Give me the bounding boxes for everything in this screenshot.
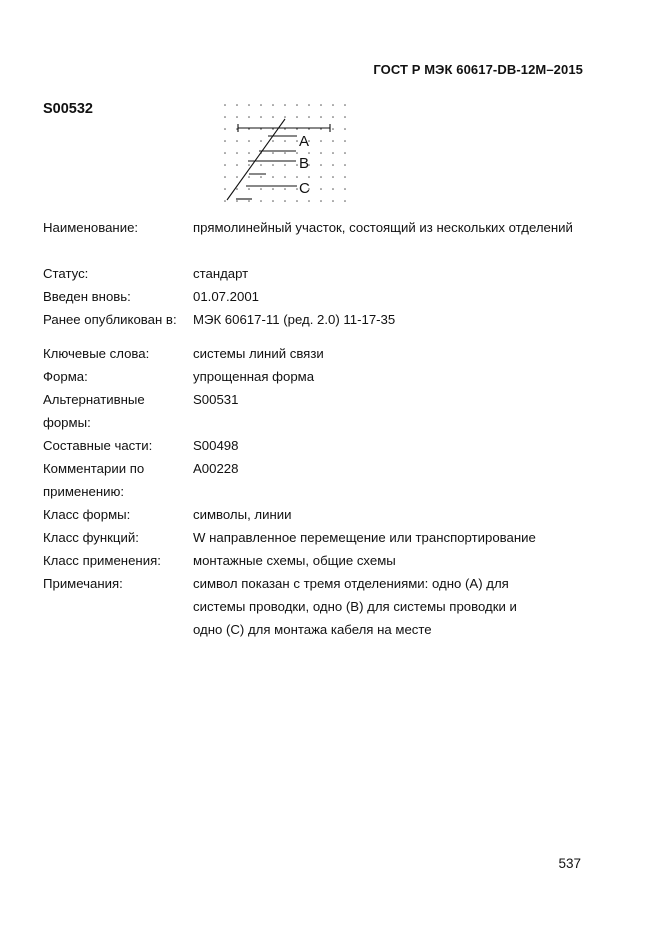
page-number: 537 [558, 856, 581, 871]
section-label-c: C [299, 180, 310, 197]
grid-dot [224, 176, 226, 178]
grid-dot [320, 164, 322, 166]
grid-dot [248, 176, 250, 178]
grid-dot [248, 116, 250, 118]
field-value: W направленное перемещение или транспортирование [193, 530, 536, 545]
grid-dot [308, 200, 310, 202]
grid-dot [308, 152, 310, 154]
grid-dot [224, 116, 226, 118]
grid-dot [296, 116, 298, 118]
grid-dot [272, 176, 274, 178]
grid-dot [224, 104, 226, 106]
field-value: МЭК 60617-11 (ред. 2.0) 11-17-35 [193, 312, 396, 327]
grid-dot [272, 188, 274, 190]
grid-dot [248, 140, 250, 142]
field-label: Введен вновь: [43, 289, 131, 304]
grid-dot [332, 176, 334, 178]
grid-dot [332, 140, 334, 142]
grid-dot [260, 164, 262, 166]
grid-dot [344, 176, 346, 178]
field-value: прямолинейный участок, состоящий из нескольких отделений [193, 220, 573, 235]
grid-dot [344, 140, 346, 142]
grid-dot [344, 104, 346, 106]
section-label-a: A [299, 133, 310, 150]
grid-dot [236, 116, 238, 118]
grid-dot [308, 176, 310, 178]
field-value: S00498 [193, 438, 239, 453]
grid-dot [344, 164, 346, 166]
grid-dot [248, 188, 250, 190]
field-label: Составные части: [43, 438, 153, 453]
grid-dot [248, 200, 250, 202]
grid-dot [248, 164, 250, 166]
grid-dot [296, 104, 298, 106]
grid-dot [248, 152, 250, 154]
grid-dot [344, 152, 346, 154]
grid-dot [296, 152, 298, 154]
grid-dot [236, 164, 238, 166]
grid-dot [284, 104, 286, 106]
grid-dot [260, 176, 262, 178]
grid-dot [272, 164, 274, 166]
field-label: Класс формы: [43, 507, 131, 522]
grid-dot [224, 164, 226, 166]
field-value: S00531 [193, 392, 239, 407]
grid-dot [236, 152, 238, 154]
grid-dot [320, 116, 322, 118]
grid-dot [308, 104, 310, 106]
grid-dot [248, 104, 250, 106]
grid-dot [236, 188, 238, 190]
grid-dot [272, 152, 274, 154]
field-value: системы линий связи [193, 346, 324, 361]
grid-dot [284, 140, 286, 142]
grid-dot [260, 116, 262, 118]
grid-dot [284, 176, 286, 178]
field-label: Наименование: [43, 220, 139, 235]
grid-dot [344, 188, 346, 190]
field-label: Класс функций: [43, 530, 139, 545]
grid-dot [272, 104, 274, 106]
field-label: Альтернативные формы: [43, 392, 145, 430]
grid-dot [296, 164, 298, 166]
grid-dot [224, 140, 226, 142]
grid-dot [260, 140, 262, 142]
field-value: монтажные схемы, общие схемы [193, 553, 396, 568]
field-label: Ранее опубликован в: [43, 312, 177, 327]
grid-dot [320, 188, 322, 190]
grid-dot [260, 200, 262, 202]
grid-dot [284, 188, 286, 190]
grid-dot [296, 188, 298, 190]
grid-dot [272, 200, 274, 202]
symbol-drawing [222, 102, 347, 214]
grid-dot [224, 188, 226, 190]
grid-dot [284, 116, 286, 118]
grid-dot [296, 176, 298, 178]
grid-dot [332, 152, 334, 154]
grid-dot [344, 116, 346, 118]
field-label: Примечания: [43, 576, 123, 591]
field-label: Комментарии по применению: [43, 461, 145, 499]
grid-dot [320, 152, 322, 154]
grid-dot [320, 104, 322, 106]
grid-dot [284, 200, 286, 202]
grid-dot [224, 152, 226, 154]
grid-dot [332, 188, 334, 190]
grid-dot [224, 200, 226, 202]
grid-dot [320, 140, 322, 142]
field-value: упрощенная форма [193, 369, 315, 384]
grid-dot [272, 140, 274, 142]
grid-dot [296, 200, 298, 202]
field-value: стандарт [193, 266, 249, 281]
grid-dot [284, 152, 286, 154]
grid-dot [344, 200, 346, 202]
grid-dot [332, 104, 334, 106]
grid-dot [236, 176, 238, 178]
grid-dot [236, 200, 238, 202]
grid-dot [284, 164, 286, 166]
field-label: Форма: [43, 369, 88, 384]
grid-dot [272, 116, 274, 118]
grid-dot [260, 188, 262, 190]
field-value: 01.07.2001 [193, 289, 260, 304]
grid-dot [332, 200, 334, 202]
grid-dot [332, 128, 334, 130]
grid-dot [332, 164, 334, 166]
grid-dot [308, 116, 310, 118]
section-label-b: B [299, 155, 310, 172]
field-label: Ключевые слова: [43, 346, 150, 361]
grid-dot [260, 104, 262, 106]
field-value: символы, линии [193, 507, 292, 522]
grid-dot [320, 200, 322, 202]
field-value: A00228 [193, 461, 239, 476]
grid-dot [296, 140, 298, 142]
field-label: Статус: [43, 266, 89, 281]
grid-dot [332, 116, 334, 118]
grid-dot [236, 140, 238, 142]
field-value: символ показан с тремя отделениями: одно (A) для системы проводки, одно (B) для системы проводки и одно (C) для монтажа кабеля на месте [193, 576, 517, 637]
document-header: ГОСТ Р МЭК 60617-DB-12M–2015 [373, 62, 583, 77]
grid-dot [320, 176, 322, 178]
grid-dot [236, 104, 238, 106]
grid-dot [344, 128, 346, 130]
field-label: Класс применения: [43, 553, 161, 568]
symbol-code: S00532 [43, 101, 93, 117]
grid-dot [224, 128, 226, 130]
